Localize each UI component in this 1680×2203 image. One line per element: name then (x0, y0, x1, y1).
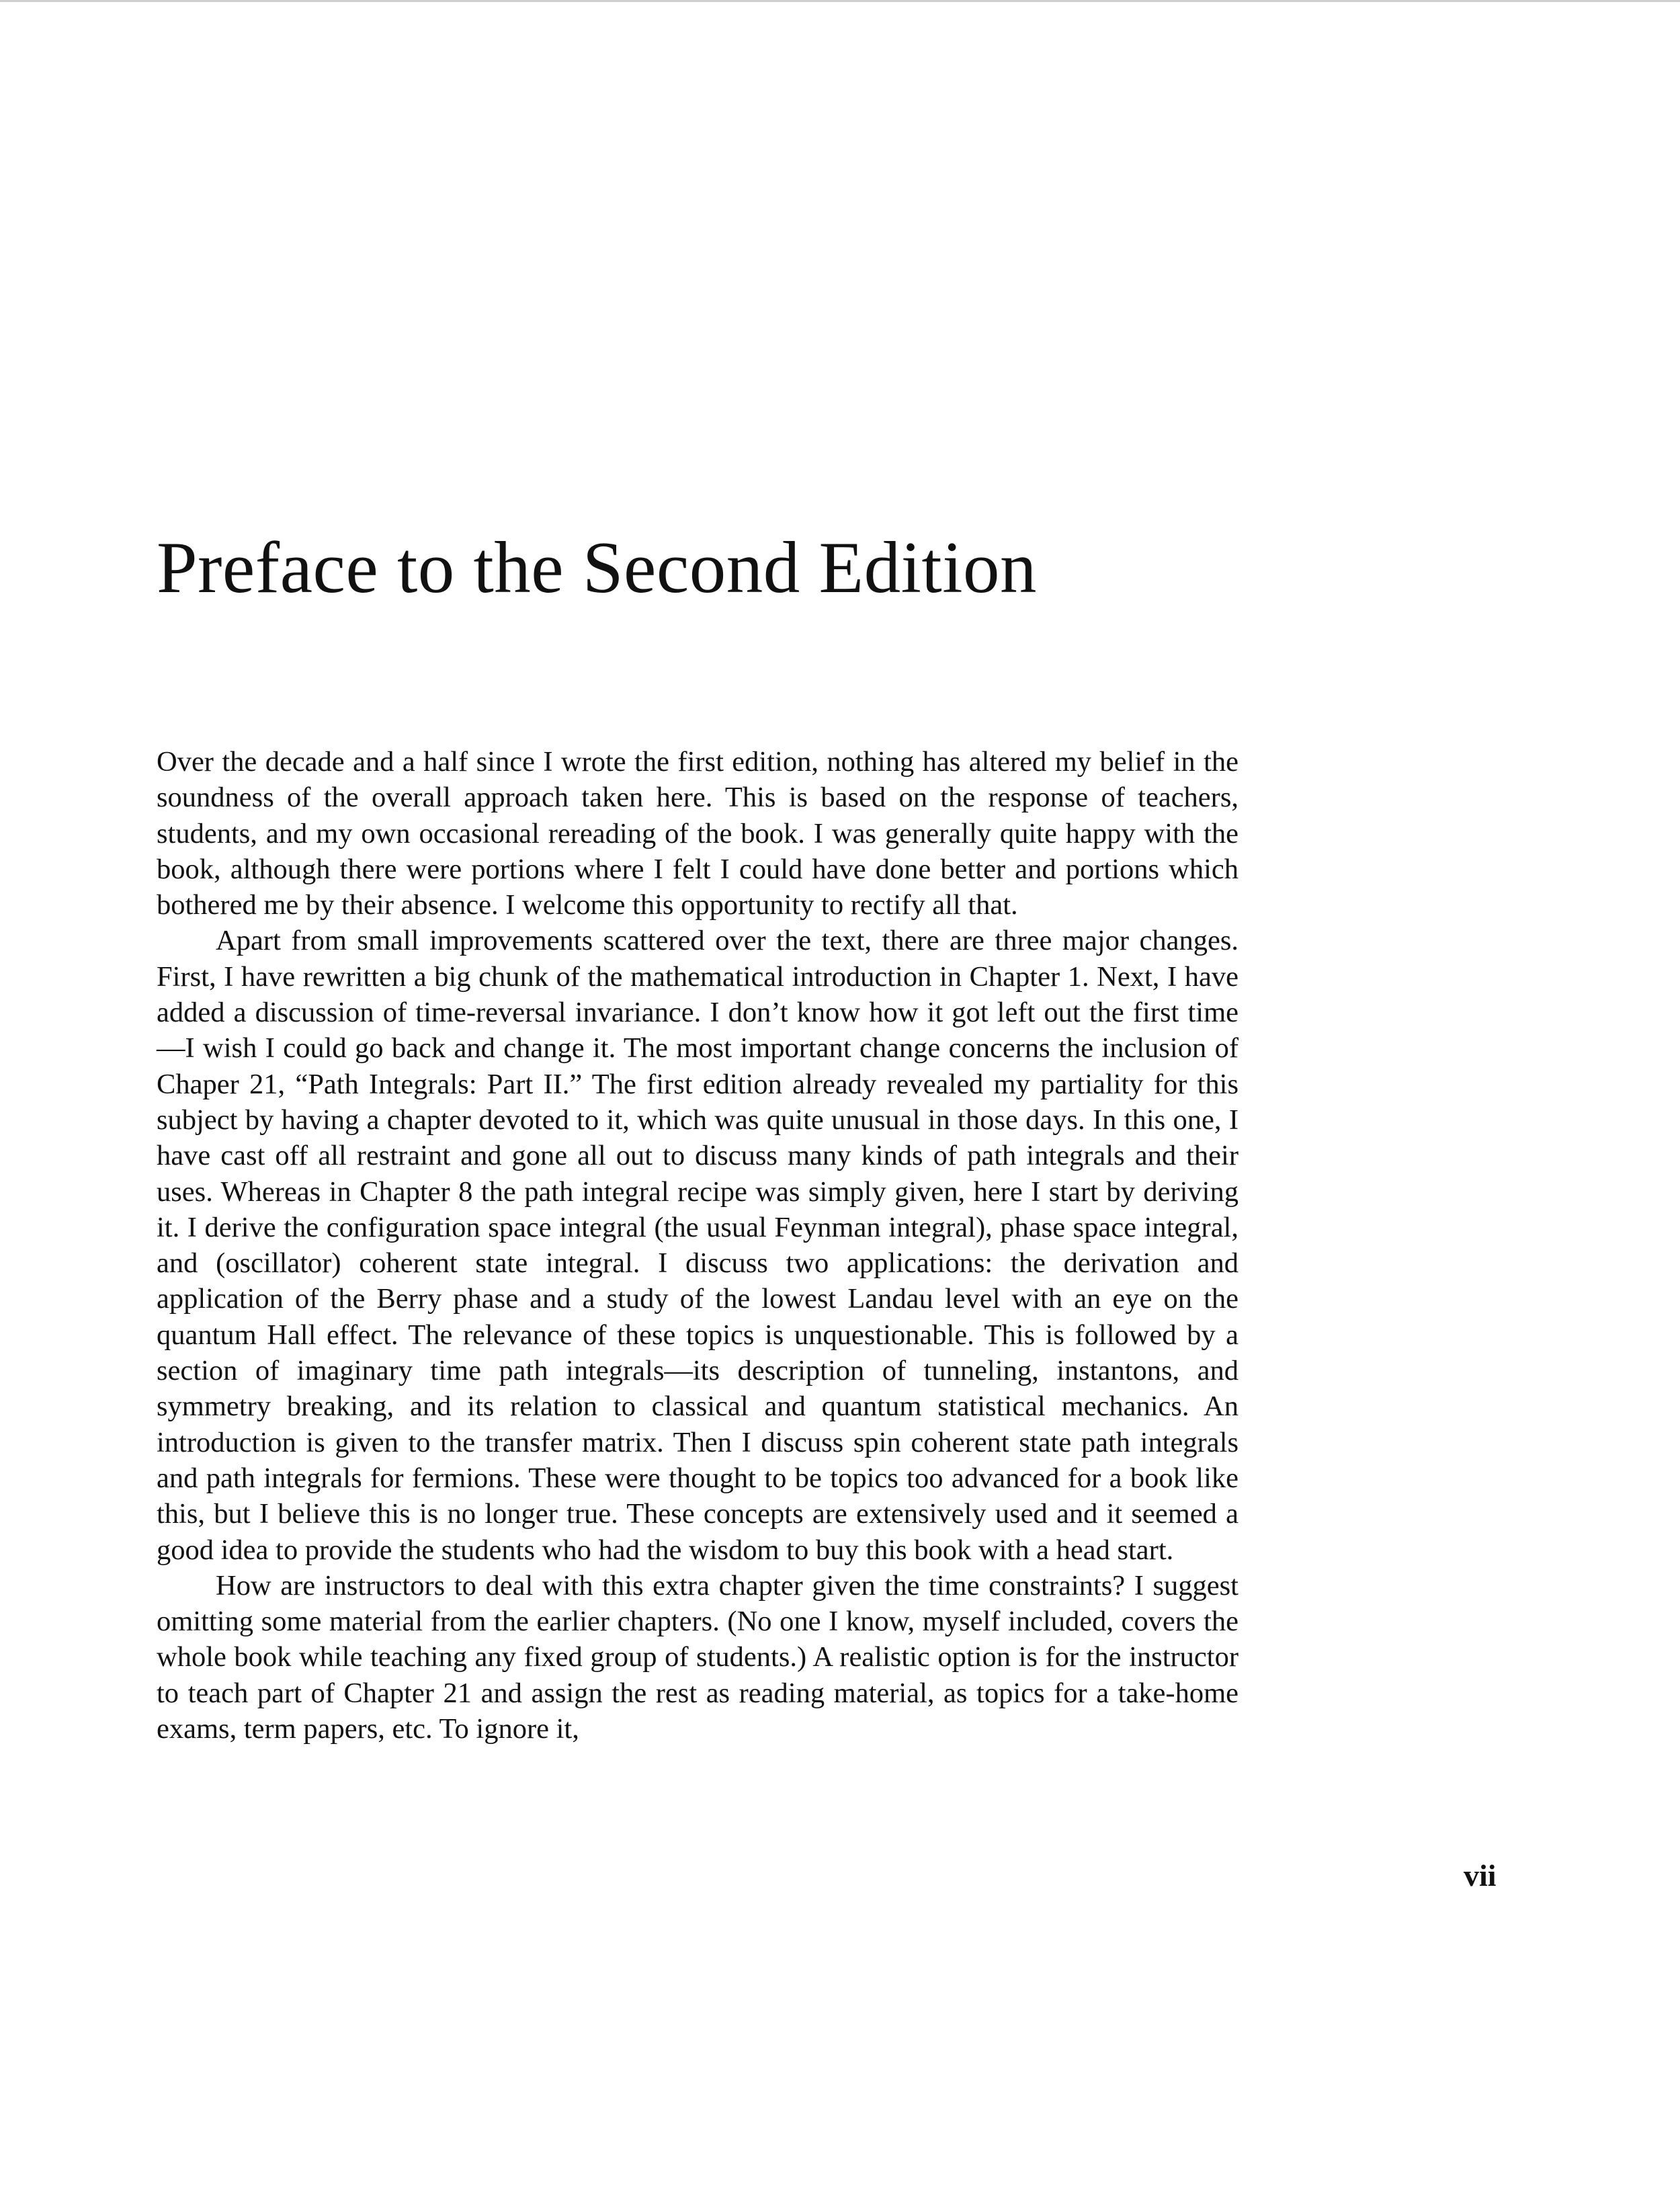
paragraph-1: Over the decade and a half since I wrote the first edition, nothing has altered my belief in the soundness of the overall approach taken here. This is based on the response of teachers, students, and my own occasional rereading of the book. I was generally quite happy with the book, although there were portions where I felt I could have done better and portions which bothered me by their absence. I welcome this opportunity to rectify all that. (157, 746, 1238, 921)
preface-body (157, 744, 1238, 1747)
paragraph-3: How are instructors to deal with this extra chapter given the time constraints? I suggest omitting some material from the earlier chapters. (No one I know, myself included, covers the whole book while teaching any fixed group of students.) A realistic option is for the instructor to teach part of Chapter 21 and assign the rest as reading material, as topics for a take-home exams, term papers, etc. To ignore it, (157, 1569, 1238, 1745)
page-title: Preface to the Second Edition (157, 527, 1037, 608)
page-number: vii (1464, 1858, 1497, 1893)
top-border-rule (0, 0, 1680, 2)
paragraph-2: Apart from small improvements scattered over the text, there are three major changes. First, I have rewritten a big chunk of the mathematical introduction in Chapter 1. Next, I have added a discussion of time-reversal invariance. I don’t know how it got left out the first time—I wish I could go back and change it. The most important change concerns the inclusion of Chaper 21, “Path Integrals: Part II.” The first edition already revealed my partiality for this subject by having a chapter devoted to it, which was quite unusual in those days. In this one, I have cast off all restraint and gone all out to discuss many kinds of path integrals and their uses. Whereas in Chapter 8 the path integral recipe was simply given, here I start by deriving it. I derive the configuration space integral (the usual Feynman integral), phase space integral, and (oscillator) coherent state integral. I discuss two applications: the derivation and application of the Berry phase and a study of the lowest Landau level with an eye on the quantum Hall effect. The relevance of these topics is unquestionable. This is followed by a section of imaginary time path integrals—its description of tunneling, instantons, and symmetry breaking, and its relation to classical and quantum statistical mechanics. An introduction is given to the transfer matrix. Then I discuss spin coherent state path integrals and path integrals for fermions. These were thought to be topics too advanced for a book like this, but I believe this is no longer true. These concepts are extensively used and it seemed a good idea to provide the students who had the wisdom to buy this book with a head start. (157, 925, 1238, 1566)
